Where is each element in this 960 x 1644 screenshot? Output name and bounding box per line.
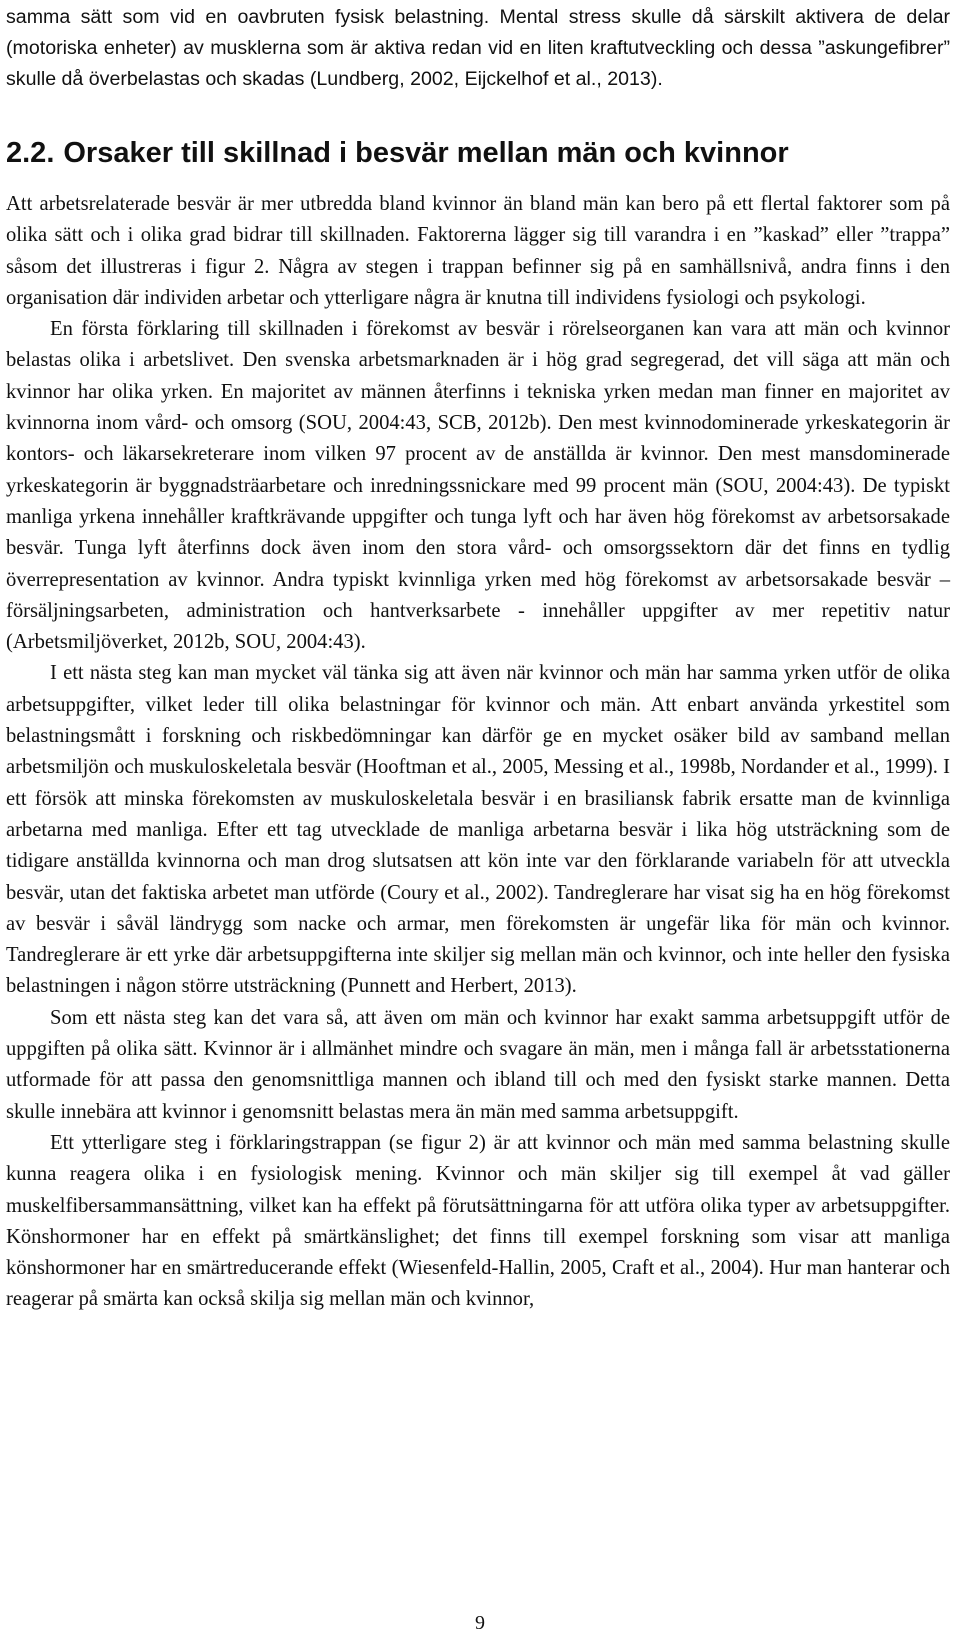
section-number: 2.2. <box>6 137 55 169</box>
section-heading <box>6 135 950 171</box>
body-paragraph-4: Som ett nästa steg kan det vara så, att även om män och kvinnor har exakt samma arbetsuppgift utför de uppgiften på olika sätt. Kvinnor är i allmänhet mindre och svagare än män, men i många fall är arbetsstationerna utformade för att passa den genomsnittliga mannen och ibland till och med den fysiskt starke mannen. Detta skulle innebära att kvinnor i genomsnitt belastas mera än män med samma arbetsuppgift. <box>6 1006 950 1123</box>
intro-paragraph: samma sätt som vid en oavbruten fysisk belastning. Mental stress skulle då särskilt aktivera de delar (motoriska enheter) av musklerna som är aktiva redan vid en liten kraftutveckling och dessa ”askungefibrer” skulle då överbelastas och skadas (Lundberg, 2002, Eijckelhof et al., 2013). <box>6 6 950 90</box>
section-title: Orsaker till skillnad i besvär mellan män och kvinnor <box>63 137 789 169</box>
body-paragraph-3: I ett nästa steg kan man mycket väl tänka sig att även när kvinnor och män har samma yrken utför de olika arbetsuppgifter, vilket leder till olika belastningar för kvinnor och män. Att enbart använda yrkestitel som belastningsmått i forskning och riskbedömningar kan därför ge en mycket osäker bild av samband mellan arbetsmiljön och muskuloskeletala besvär (Hooftman et al., 2005, Messing et al., 1998b, Nordander et al., 1999). I ett försök att minska förekomsten av muskuloskeletala besvär i en brasiliansk fabrik ersatte man de kvinnliga arbetarna med manliga. Efter ett tag utvecklade de manliga arbetarna besvär i lika hög utsträckning som de tidigare anställda kvinnorna och man drog slutsatsen att kön inte var den förklarande variabeln för att utveckla besvär, utan det faktiska arbetet man utförde (Coury et al., 2002). Tandreglerare har visat sig ha en hög förekomst av besvär i såväl ländrygg som nacke och armar, men förekomsten är ungefär lika för män och kvinnor. Tandreglerare är ett yrke där arbetsuppgifterna inte skiljer sig mellan män och kvinnor, och inte heller den fysiska belastningen i någon större utsträckning (Punnett and Herbert, 2013). <box>6 662 950 998</box>
body-paragraph-1: Att arbetsrelaterade besvär är mer utbredda bland kvinnor än bland män kan bero på ett flertal faktorer som på olika sätt och i olika grad bidrar till skillnaden. Faktorerna lägger sig till varandra i en ”kaskad” eller ”trappa” såsom det illustreras i figur 2. Några av stegen i trappan befinner sig på en samhällsnivå, andra finns i den organisation där individen arbetar och ytterligare några är knutna till individens fysiologi och psykologi. <box>6 193 950 309</box>
body-paragraph-2: En första förklaring till skillnaden i förekomst av besvär i rörelseorganen kan vara att män och kvinnor belastas olika i arbetslivet. Den svenska arbetsmarknaden är i hög grad segregerad, det vill säga att män och kvinnor har olika yrken. En majoritet av männen återfinns i tekniska yrken medan man finner en majoritet av kvinnorna inom vård- och omsorg (SOU, 2004:43, SCB, 2012b). Den mest kvinnodominerade yrkeskategorin är kontors- och läkarsekreterare inom vilken 97 procent av de anställda är kvinnor. Den mest mansdominerade yrkeskategorin är byggnadsträarbetare och inredningssnickare med 99 procent män (SOU, 2004:43). De typiskt manliga yrkena innehåller kraftkrävande uppgifter och tunga lyft och har även hög förekomst av arbetsorsakade besvär. Tunga lyft återfinns dock även inom den stora vård- och omsorgssektorn där det finns en tydlig överrepresentation av kvinnor. Andra typiskt kvinnliga yrken med hög förekomst av arbetsorsakade besvär – försäljningsarbeten, administration och hantverksarbete - innehåller uppgifter av mer repetitiv natur (Arbetsmiljöverket, 2012b, SOU, 2004:43). <box>6 318 950 654</box>
body-paragraph-5: Ett ytterligare steg i förklaringstrappan (se figur 2) är att kvinnor och män med samma belastning skulle kunna reagera olika i en fysiologisk mening. Kvinnor och män skiljer sig till exempel åt vad gäller muskelfibersammansättning, vilket kan ha effekt på förutsättningarna för att utföra olika typer av arbetsuppgifter. Könshormoner har en effekt på smärtkänslighet; det finns till exempel forskning som visar att manliga könshormoner har en smärtreducerande effekt (Wiesenfeld-Hallin, 2005, Craft et al., 2004). Hur man hanterar och reagerar på smärta kan också skilja sig mellan män och kvinnor, <box>6 1131 950 1311</box>
page-number: 9 <box>475 1612 485 1634</box>
document-page <box>6 2 950 1316</box>
